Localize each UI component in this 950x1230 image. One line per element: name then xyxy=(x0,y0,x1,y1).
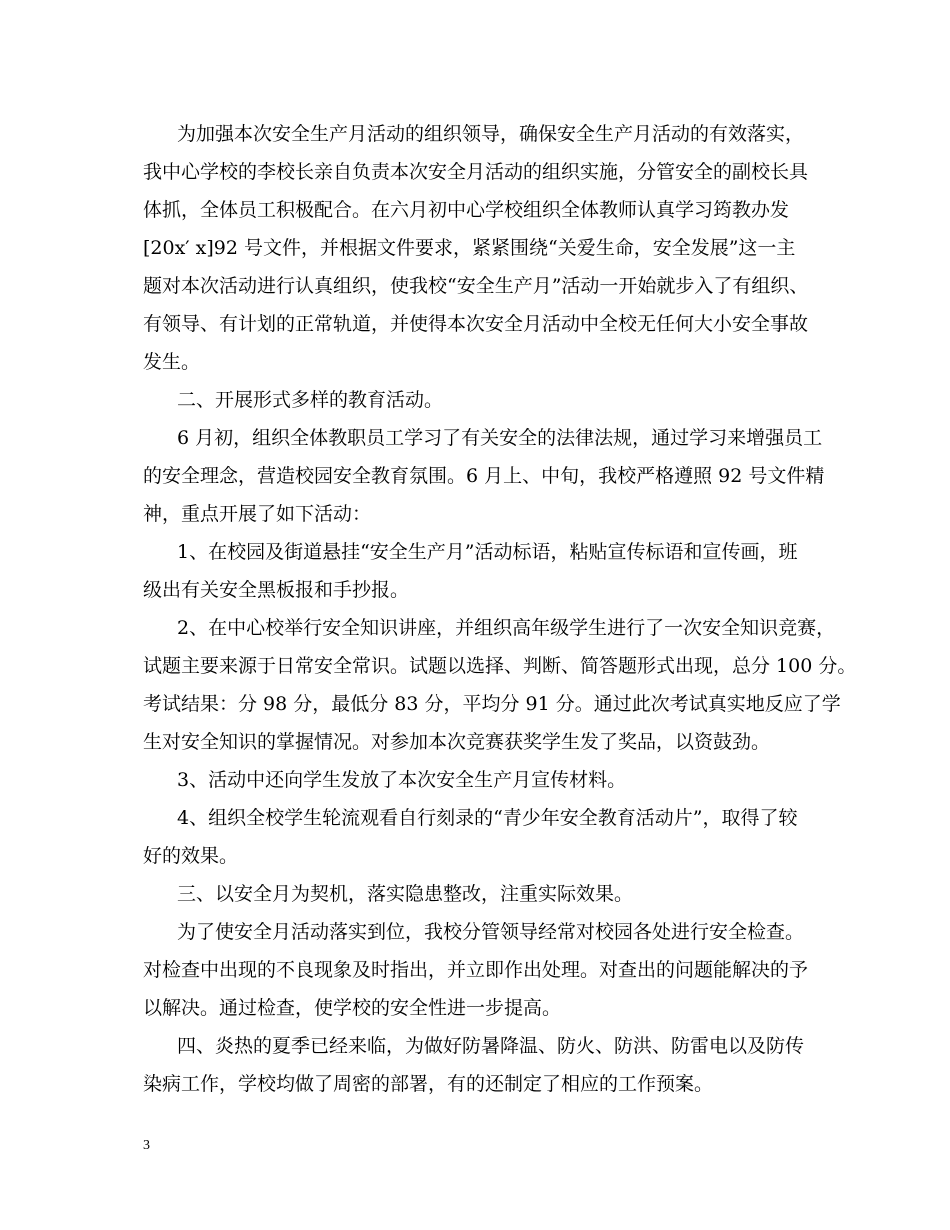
section-heading: 四、炎热的夏季已经来临，为做好防暑降温、防火、防洪、防雷电以及防传 xyxy=(177,1035,805,1057)
text-line: [20x′ x]92 号文件，并根据文件要求，紧紧围绕“关爱生命，安全发展”这一主 xyxy=(143,237,796,259)
text-line: 试题主要来源于日常安全常识。试题以选择、判断、简答题形式出现，总分 100 分。 xyxy=(143,655,857,677)
text-line: 6 月初，组织全体教职员工学习了有关安全的法律法规，通过学习来增强员工 xyxy=(177,427,823,449)
text-line: 发生。 xyxy=(143,351,201,373)
list-item: 1、在校园及街道悬挂“安全生产月”活动标语，粘贴宣传标语和宣传画，班 xyxy=(177,541,798,563)
text-line: 的安全理念，营造校园安全教育氛围。6 月上、中旬，我校严格遵照 92 号文件精 xyxy=(143,465,825,487)
page-number: 3 xyxy=(143,1138,150,1153)
text-line: 考试结果：分 98 分，最低分 83 分，平均分 91 分。通过此次考试真实地反应了学 xyxy=(143,693,841,715)
text-line: 为加强本次安全生产月活动的组织领导，确保安全生产月活动的有效落实， xyxy=(177,123,805,145)
text-line: 生对安全知识的掌握情况。对参加本次竞赛获奖学生发了奖品，以资鼓劲。 xyxy=(143,731,771,753)
text-line: 神，重点开展了如下活动： xyxy=(143,503,372,525)
list-item: 3、活动中还向学生发放了本次安全生产月宣传材料。 xyxy=(177,769,627,791)
text-line: 有领导、有计划的正常轨道，并使得本次安全月活动中全校无任何大小安全事故 xyxy=(143,313,809,335)
text-line: 我中心学校的李校长亲自负责本次安全月活动的组织实施，分管安全的副校长具 xyxy=(143,161,809,183)
text-line: 对检查中出现的不良现象及时指出，并立即作出处理。对查出的问题能解决的予 xyxy=(143,959,809,981)
list-item: 4、组织全校学生轮流观看自行刻录的“青少年安全教育活动片”，取得了较 xyxy=(177,807,798,829)
text-line: 为了使安全月活动落实到位，我校分管领导经常对校园各处进行安全检查。 xyxy=(177,921,805,943)
text-line: 染病工作，学校均做了周密的部署，有的还制定了相应的工作预案。 xyxy=(143,1073,714,1095)
list-item: 2、在中心校举行安全知识讲座，并组织高年级学生进行了一次安全知识竞赛， xyxy=(177,617,836,639)
text-line: 题对本次活动进行认真组织，使我校“安全生产月”活动一开始就步入了有组织、 xyxy=(143,275,809,297)
text-line: 好的效果。 xyxy=(143,845,239,867)
text-line: 体抓，全体员工积极配合。在六月初中心学校组织全体教师认真学习筠教办发 xyxy=(143,199,790,221)
section-heading: 二、开展形式多样的教育活动。 xyxy=(177,389,444,411)
text-line: 以解决。通过检查，使学校的安全性进一步提高。 xyxy=(143,997,562,1019)
text-line: 级出有关安全黑板报和手抄报。 xyxy=(143,579,410,601)
section-heading: 三、以安全月为契机，落实隐患整改，注重实际效果。 xyxy=(177,883,634,905)
